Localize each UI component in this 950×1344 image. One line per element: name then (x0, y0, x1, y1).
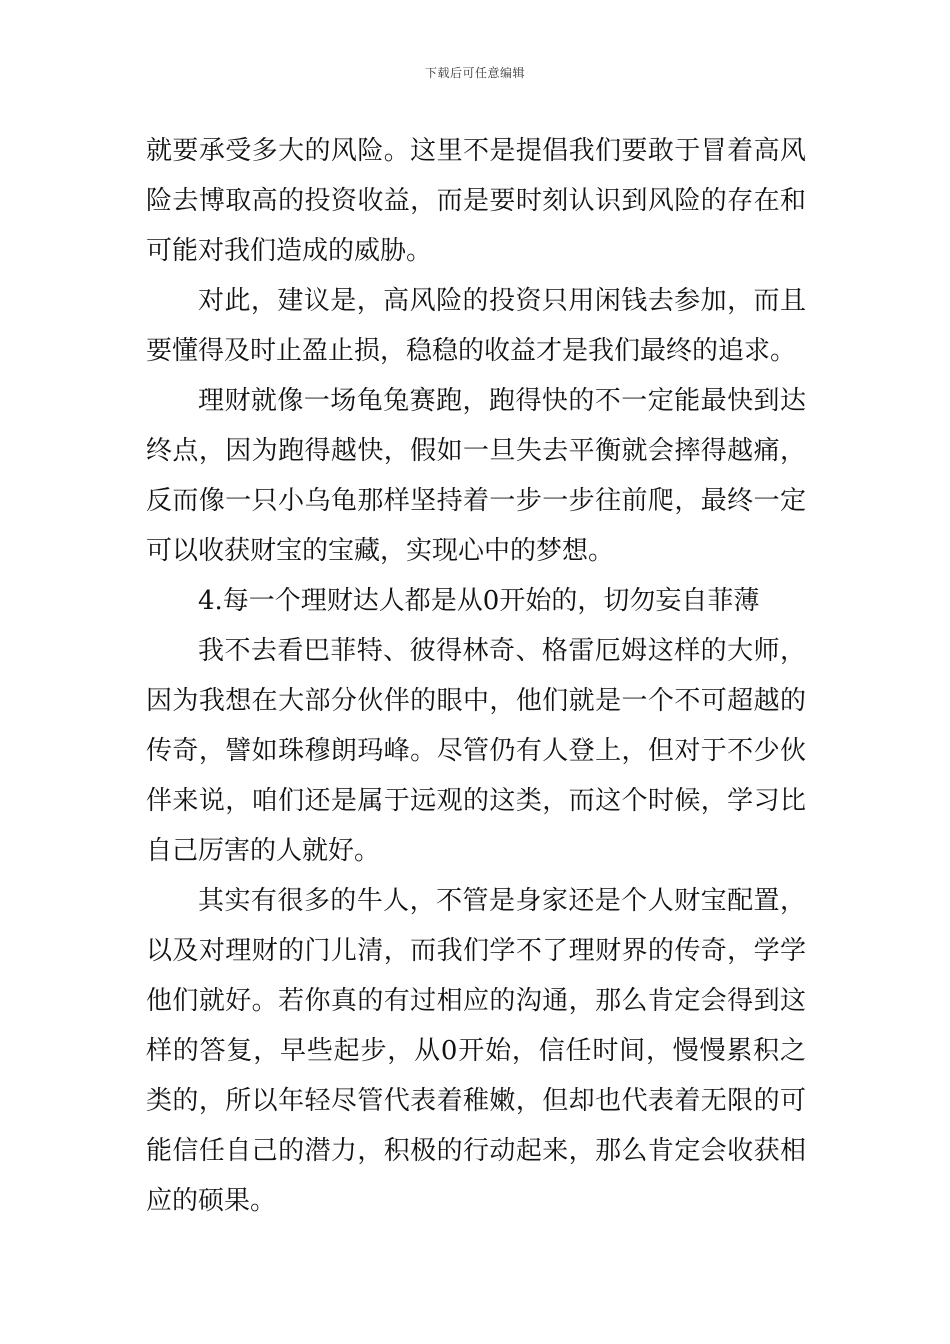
section-heading-start-from-zero: 4.每一个理财达人都是从0开始的，切勿妄自菲薄 (198, 586, 760, 616)
paragraph-advice: 对此，建议是，高风险的投资只用闲钱去参加，而且要懂得及时止盈止损，稳稳的收益才是我们最终的追求。 (146, 286, 806, 366)
paragraph-risk-continuation: 就要承受多大的风险。这里不是提倡我们要敢于冒着高风险去博取高的投资收益，而是要时刻认识到风险的存在和可能对我们造成的威胁。 (146, 136, 806, 266)
document-body (146, 126, 806, 1226)
paragraph-masters: 我不去看巴菲特、彼得林奇、格雷厄姆这样的大师，因为我想在大部分伙伴的眼中，他们就是一个不可超越的传奇，譬如珠穆朗玛峰。尽管仍有人登上，但对于不少伙伴来说，咱们还是属于远观的这类，而这个时候，学习比自己厉害的人就好。 (146, 636, 806, 866)
page-header: 下载后可任意编辑 (424, 66, 525, 80)
paragraph-learn-from-others: 其实有很多的牛人，不管是身家还是个人财宝配置，以及对理财的门儿清，而我们学不了理财界的传奇，学学他们就好。若你真的有过相应的沟通，那么肯定会得到这样的答复，早些起步，从0开始，信任时间，慢慢累积之类的，所以年轻尽管代表着稚嫩，但却也代表着无限的可能信任自己的潜力，积极的行动起来，那么肯定会收获相应的硕果。 (146, 886, 806, 1216)
paragraph-tortoise-hare: 理财就像一场龟兔赛跑，跑得快的不一定能最快到达终点，因为跑得越快，假如一旦失去平衡就会摔得越痛，反而像一只小乌龟那样坚持着一步一步往前爬，最终一定可以收获财宝的宝藏，实现心中的梦想。 (146, 386, 806, 566)
